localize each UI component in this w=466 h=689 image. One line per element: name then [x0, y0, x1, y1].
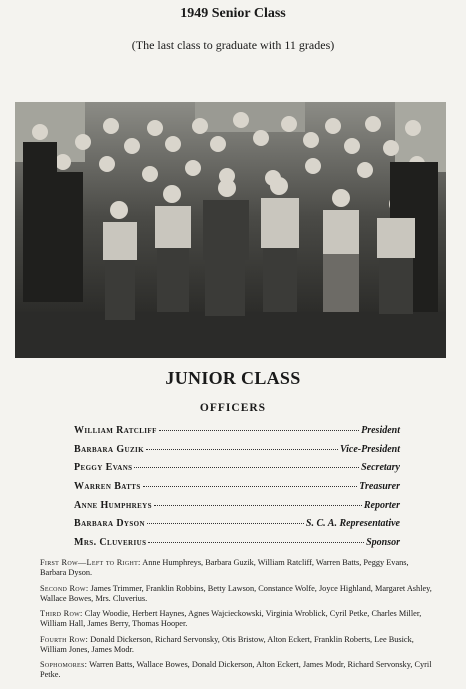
leader-dots: [147, 523, 304, 524]
row-names: Anne Humphreys, Barbara Guzik, William Ratcliff, Warren Batts, Peggy Evans, Barbara Dyson.: [40, 558, 409, 577]
officer-title: Treasurer: [359, 481, 400, 493]
officer-row: [74, 518, 400, 537]
row-label: First Row—Left to Right:: [40, 558, 141, 567]
officer-title: Secretary: [361, 462, 400, 474]
row-label: Third Row:: [40, 609, 83, 618]
officer-title: Reporter: [363, 499, 400, 511]
officers-heading: OFFICERS: [199, 402, 267, 414]
officer-name: William Ratcliff: [74, 425, 157, 436]
officer-title: Vice-President: [340, 443, 400, 455]
officer-name: Peggy Evans: [74, 462, 133, 474]
row-label: Second Row:: [40, 583, 89, 593]
row-names: Warren Batts, Wallace Bowes, Donald Dickerson, Alton Eckert, James Modr, Richard Servonsky, Cyril Petke.: [40, 660, 432, 679]
officer-row: [74, 481, 400, 500]
class-photo: [15, 102, 446, 358]
photo-caption: [40, 558, 432, 686]
officer-row: [74, 462, 400, 481]
officer-row: [74, 537, 400, 556]
officer-row: [74, 500, 400, 519]
officer-row: [74, 444, 400, 463]
caption-row: [40, 635, 432, 655]
officer-title: President: [361, 425, 400, 436]
officers-list: [74, 425, 400, 556]
page-subtitle: (The last class to graduate with 11 grades): [131, 38, 335, 52]
caption-row: [40, 558, 432, 578]
page-title: 1949 Senior Class: [180, 6, 286, 21]
row-names: James Trimmer, Franklin Robbins, Betty Lawson, Constance Wolfe, Joyce Highland, Margaret Ashley, Wallace Bowes, Mrs. Cluverius.: [40, 583, 432, 603]
officer-row: [74, 425, 400, 444]
section-title: JUNIOR CLASS: [165, 368, 301, 388]
officer-name: Barbara Guzik: [74, 443, 144, 455]
row-label: Sophomores:: [40, 660, 88, 669]
caption-row: [40, 609, 432, 629]
caption-row: [40, 584, 432, 604]
caption-row: [40, 660, 432, 680]
officer-title: Sponsor: [366, 537, 400, 549]
leader-dots: [143, 486, 358, 487]
leader-dots: [146, 449, 338, 450]
officer-name: Mrs. Cluverius: [74, 537, 147, 549]
officer-title: S. C. A. Representative: [305, 518, 400, 530]
row-names: Donald Dickerson, Richard Servonsky, Otis Bristow, Alton Eckert, Franklin Roberts, Lee Busick, William Jones, James Modr.: [40, 634, 414, 654]
leader-dots: [134, 467, 359, 468]
officer-name: Warren Batts: [74, 481, 141, 493]
leader-dots: [159, 430, 359, 431]
leader-dots: [148, 542, 364, 543]
officer-name: Barbara Dyson: [74, 518, 145, 530]
row-label: Fourth Row:: [40, 634, 89, 644]
officer-name: Anne Humphreys: [74, 499, 152, 511]
row-names: Clay Woodie, Herbert Haynes, Agnes Wajcieckowski, Virginia Wroblick, Cyril Petke, Charles Miller, William Hall, James Berry, Thomas Hooper.: [40, 609, 422, 628]
leader-dots: [154, 505, 362, 506]
